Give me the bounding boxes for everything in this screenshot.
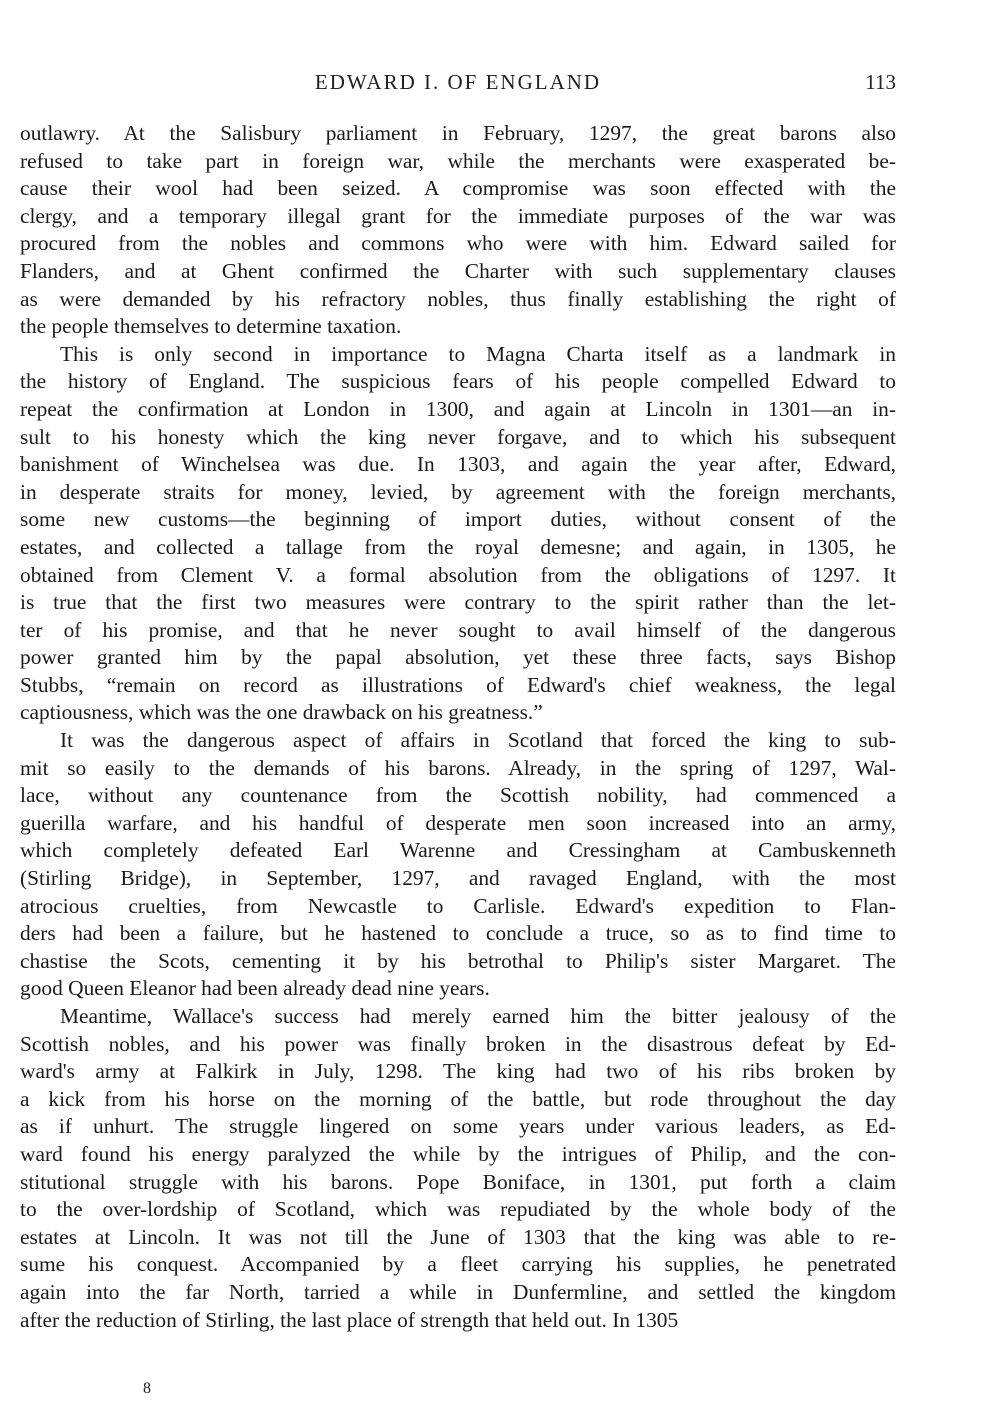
text-line: guerilla warfare, and his handful of desperate men soon increased into an army,	[20, 810, 896, 835]
text-line: which completely defeated Earl Warenne and Cressingham at Cambuskenneth	[20, 838, 896, 863]
text-line: ward found his energy paralyzed the while by the intrigues of Philip, and the con-	[20, 1141, 896, 1166]
text-line: procured from the nobles and commons who were with him. Edward sailed for	[20, 231, 896, 256]
text-line: good Queen Eleanor had been already dead nine years.	[20, 976, 490, 1001]
text-line: banishment of Winchelsea was due. In 1303, and again the year after, Edward,	[20, 452, 896, 477]
text-line: ward's army at Falkirk in July, 1298. The king had two of his ribs broken by	[20, 1059, 896, 1084]
book-page	[20, 70, 896, 1334]
text-line: lace, without any countenance from the Scottish nobility, had commenced a	[20, 783, 896, 808]
text-line: a kick from his horse on the morning of the battle, but rode throughout the day	[20, 1086, 896, 1111]
text-line: This is only second in importance to Magna Charta itself as a landmark in	[60, 341, 896, 366]
text-line: again into the far North, tarried a while in Dunfermline, and settled the kingdom	[20, 1279, 896, 1304]
body-text	[20, 120, 896, 1334]
text-line: power granted him by the papal absolution, yet these three facts, says Bishop	[20, 645, 896, 670]
text-line: Scottish nobles, and his power was finally broken in the disastrous defeat by Ed-	[20, 1031, 896, 1056]
text-line: ter of his promise, and that he never sought to avail himself of the dangerous	[20, 617, 896, 642]
text-line: after the reduction of Stirling, the last place of strength that held out. In 1305	[20, 1307, 679, 1332]
text-line: some new customs—the beginning of import duties, without consent of the	[20, 507, 896, 532]
text-line: is true that the first two measures were contrary to the spirit rather than the let-	[20, 590, 896, 615]
paragraph	[20, 727, 896, 1003]
text-line: estates, and collected a tallage from the royal demesne; and again, in 1305, he	[20, 534, 896, 559]
text-line: atrocious cruelties, from Newcastle to Carlisle. Edward's expedition to Flan-	[20, 893, 896, 918]
running-title: EDWARD I. OF ENGLAND	[314, 70, 602, 94]
text-line: to the over-lordship of Scotland, which was repudiated by the whole body of the	[20, 1197, 896, 1222]
text-line: It was the dangerous aspect of affairs in Scotland that forced the king to sub-	[60, 728, 896, 753]
text-line: ders had been a failure, but he hastened to conclude a truce, so as to find time to	[20, 921, 896, 946]
text-line: repeat the confirmation at London in 1300, and again at Lincoln in 1301—an in-	[20, 396, 896, 421]
paragraph	[20, 1003, 896, 1334]
paragraph	[20, 120, 896, 341]
page-number: 113	[865, 70, 896, 94]
text-line: (Stirling Bridge), in September, 1297, and ravaged England, with the most	[20, 866, 896, 891]
text-line: Meantime, Wallace's success had merely earned him the bitter jealousy of the	[60, 1004, 896, 1028]
text-line: Stubbs, “remain on record as illustrations of Edward's chief weakness, the legal	[20, 672, 896, 697]
paragraph	[20, 341, 896, 727]
text-line: stitutional struggle with his barons. Pope Boniface, in 1301, put forth a claim	[20, 1169, 896, 1194]
text-line: sult to his honesty which the king never forgave, and to which his subsequent	[20, 424, 896, 449]
text-line: chastise the Scots, cementing it by his betrothal to Philip's sister Margaret. The	[20, 948, 896, 973]
text-line: the history of England. The suspicious fears of his people compelled Edward to	[20, 369, 896, 394]
text-line: clergy, and a temporary illegal grant for the immediate purposes of the war was	[20, 203, 896, 228]
text-line: sume his conquest. Accompanied by a fleet carrying his supplies, he penetrated	[20, 1252, 896, 1277]
text-line: captiousness, which was the one drawback on his greatness.”	[20, 700, 543, 725]
text-line: outlawry. At the Salisbury parliament in February, 1297, the great barons also	[20, 121, 896, 145]
text-line: as if unhurt. The struggle lingered on some years under various leaders, as Ed-	[20, 1114, 896, 1139]
text-line: in desperate straits for money, levied, by agreement with the foreign merchants,	[20, 479, 896, 504]
text-line: the people themselves to determine taxation.	[20, 314, 402, 339]
text-line: mit so easily to the demands of his barons. Already, in the spring of 1297, Wal-	[20, 755, 896, 780]
text-line: estates at Lincoln. It was not till the June of 1303 that the king was able to re-	[20, 1224, 896, 1249]
text-line: refused to take part in foreign war, while the merchants were exasperated be-	[20, 148, 896, 173]
text-line: obtained from Clement V. a formal absolution from the obligations of 1297. It	[20, 562, 896, 587]
signature-mark: 8	[143, 1380, 151, 1397]
text-line: Flanders, and at Ghent confirmed the Charter with such supplementary clauses	[20, 258, 896, 283]
running-head	[20, 70, 896, 106]
text-line: cause their wool had been seized. A compromise was soon effected with the	[20, 176, 896, 201]
text-line: as were demanded by his refractory nobles, thus finally establishing the right of	[20, 286, 896, 311]
